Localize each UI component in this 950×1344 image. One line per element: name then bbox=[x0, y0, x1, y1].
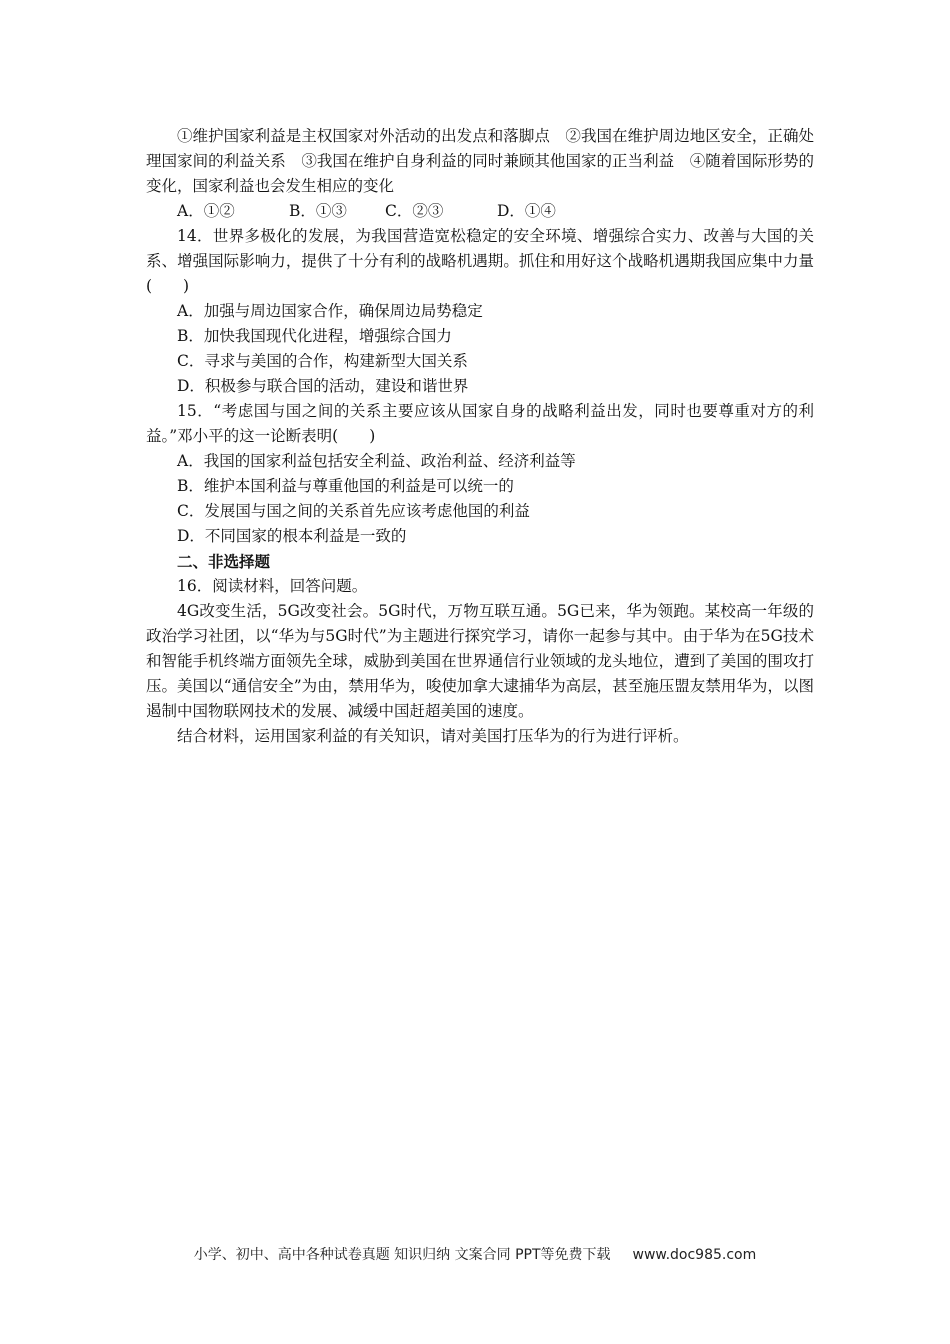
q15-option-c: C．发展国与国之间的关系首先应该考虑他国的利益 bbox=[177, 502, 530, 520]
q13-option-d: D．①④ bbox=[497, 202, 556, 220]
q14-option-a: A．加强与周边国家合作，确保周边局势稳定 bbox=[177, 302, 483, 320]
q16-stem: 16．阅读材料，回答问题。 bbox=[177, 577, 368, 595]
q14-option-d: D．积极参与联合国的活动，建设和谐世界 bbox=[177, 377, 469, 395]
q13-stem: ①维护国家利益是主权国家对外活动的出发点和落脚点 ②我国在维护周边地区安全，正确处理国家间的利益关系 ③我国在维护自身利益的同时兼顾其他国家的正当利益 ④随着国际形势的变化，国家利益也会发生相应的变化 bbox=[146, 127, 814, 195]
q13-option-a: A．①② bbox=[177, 202, 235, 220]
page-footer bbox=[0, 1244, 950, 1264]
footer-text: 小学、初中、高中各种试卷真题 知识归纳 文案合同 PPT等免费下载 bbox=[193, 1247, 611, 1263]
q13-option-c: C．②③ bbox=[385, 202, 444, 220]
q15-option-d: D．不同国家的根本利益是一致的 bbox=[177, 527, 407, 545]
q14-option-b: B．加快我国现代化进程，增强综合国力 bbox=[177, 327, 452, 345]
q13-option-b: B．①③ bbox=[289, 202, 347, 220]
q16-question: 结合材料，运用国家利益的有关知识，请对美国打压华为的行为进行评析。 bbox=[177, 727, 689, 745]
q15-stem: 15．“考虑国与国之间的关系主要应该从国家自身的战略利益出发，同时也要尊重对方的利益。”邓小平的这一论断表明( ) bbox=[146, 402, 814, 445]
q16-material: 4G改变生活，5G改变社会。5G时代，万物互联互通。5G已来，华为领跑。某校高一年级的政治学习社团，以“华为与5G时代”为主题进行探究学习，请你一起参与其中。由于华为在5G技术和智能手机终端方面领先全球，威胁到美国在世界通信行业领域的龙头地位，遭到了美国的围攻打压。美国以“通信安全”为由，禁用华为，唆使加拿大逮捕华为高层，甚至施压盟友禁用华为，以图遏制中国物联网技术的发展、减缓中国赶超美国的速度。 bbox=[146, 602, 814, 720]
document-body bbox=[146, 124, 814, 749]
q15-option-a: A．我国的国家利益包括安全利益、政治利益、经济利益等 bbox=[177, 452, 576, 470]
footer-url[interactable]: www.doc985.com bbox=[632, 1247, 757, 1263]
q14-option-c: C．寻求与美国的合作，构建新型大国关系 bbox=[177, 352, 468, 370]
q15-option-b: B．维护本国利益与尊重他国的利益是可以统一的 bbox=[177, 477, 514, 495]
q14-stem: 14．世界多极化的发展，为我国营造宽松稳定的安全环境、增强综合实力、改善与大国的关系、增强国际影响力，提供了十分有利的战略机遇期。抓住和用好这个战略机遇期我国应集中力量( ) bbox=[146, 227, 814, 295]
section-heading: 二、非选择题 bbox=[177, 552, 271, 571]
q13-options bbox=[146, 199, 814, 224]
